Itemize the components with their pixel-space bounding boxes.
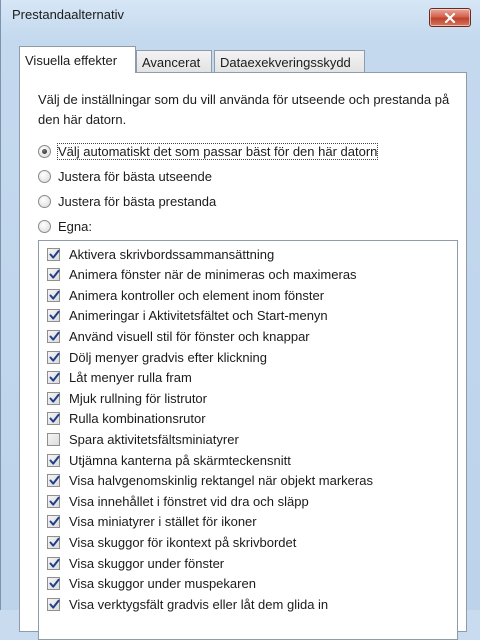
effect-label: Visa skuggor under muspekaren: [69, 576, 256, 592]
effect-label: Animeringar i Aktivitetsfältet och Start-menyn: [69, 308, 328, 324]
effect-checkbox[interactable]: [47, 495, 60, 508]
checkmark-icon: [49, 475, 60, 486]
title-bar: [1, 0, 480, 30]
checkmark-icon: [49, 496, 60, 507]
radio-label: Egna:: [58, 218, 92, 234]
checkmark-icon: [49, 516, 60, 527]
effect-label: Låt menyer rulla fram: [69, 370, 192, 386]
effect-label: Spara aktivitetsfältsminiatyrer: [69, 431, 239, 447]
effect-label: Animera kontroller och element inom fönster: [69, 287, 325, 303]
effect-item[interactable]: [47, 306, 328, 326]
checkmark-icon: [49, 455, 60, 466]
effect-label: Rulla kombinationsrutor: [69, 411, 206, 427]
checkmark-icon: [49, 249, 60, 260]
radio-button[interactable]: [38, 220, 51, 233]
tab-data-execution-prevention[interactable]: Dataexekveringsskydd: [214, 50, 365, 72]
effect-label: Använd visuell stil för fönster och knappar: [69, 328, 310, 344]
checkmark-icon: [49, 372, 60, 383]
effect-item[interactable]: [47, 450, 291, 470]
effect-item[interactable]: [47, 388, 207, 408]
effect-label: Visa skuggor för ikontext på skrivbordet: [69, 534, 297, 550]
radio-auto[interactable]: [38, 141, 377, 161]
effect-label: Visa halvgenomskinlig rektangel när objekt markeras: [69, 473, 373, 489]
radio-button[interactable]: [38, 195, 51, 208]
effect-checkbox[interactable]: [47, 289, 60, 302]
checkmark-icon: [49, 290, 60, 301]
checkmark-icon: [49, 537, 60, 548]
effect-label: Visa verktygsfält gradvis eller låt dem glida in: [69, 596, 329, 612]
checkmark-icon: [49, 269, 60, 280]
checkmark-icon: [49, 310, 60, 321]
visual-effects-panel: [19, 72, 467, 632]
effect-checkbox[interactable]: [47, 433, 60, 446]
effect-label: Mjuk rullning för listrutor: [69, 390, 207, 406]
effect-checkbox[interactable]: [47, 577, 60, 590]
effect-checkbox[interactable]: [47, 351, 60, 364]
effect-item[interactable]: [47, 244, 274, 264]
checkmark-icon: [49, 393, 60, 404]
effect-checkbox[interactable]: [47, 371, 60, 384]
effect-label: Aktivera skrivbordssammansättning: [69, 246, 275, 262]
effect-item[interactable]: [47, 285, 324, 305]
close-icon: [444, 13, 456, 23]
effect-item[interactable]: [47, 326, 310, 346]
checkmark-icon: [49, 331, 60, 342]
effect-item[interactable]: [47, 265, 357, 285]
effects-list[interactable]: [38, 240, 458, 640]
effect-checkbox[interactable]: [47, 515, 60, 528]
effect-item[interactable]: [47, 553, 224, 573]
effect-item[interactable]: [47, 532, 296, 552]
effect-label: Dölj menyer gradvis efter klickning: [69, 349, 267, 365]
effect-label: Visa miniatyrer i stället för ikoner: [69, 514, 257, 530]
checkmark-icon: [49, 558, 60, 569]
radio-button[interactable]: [38, 145, 51, 158]
close-button[interactable]: [429, 8, 471, 27]
effect-checkbox[interactable]: [47, 392, 60, 405]
effect-item[interactable]: [47, 574, 256, 594]
effect-item[interactable]: [47, 409, 206, 429]
effect-item[interactable]: [47, 512, 257, 532]
window-title: Prestandaalternativ: [12, 7, 125, 22]
radio-best-appearance[interactable]: [38, 166, 212, 186]
effect-item[interactable]: [47, 491, 309, 511]
effect-checkbox[interactable]: [47, 557, 60, 570]
radio-custom[interactable]: [38, 216, 92, 236]
radio-best-performance[interactable]: [38, 191, 216, 211]
checkmark-icon: [49, 599, 60, 610]
radio-label: Välj automatiskt det som passar bäst för den här datorn: [58, 143, 378, 159]
checkmark-icon: [49, 578, 60, 589]
effect-checkbox[interactable]: [47, 268, 60, 281]
effect-checkbox[interactable]: [47, 248, 60, 261]
tab-advanced[interactable]: Avancerat: [136, 50, 212, 72]
checkmark-icon: [49, 352, 60, 363]
effect-label: Utjämna kanterna på skärmteckensnitt: [69, 452, 291, 468]
tab-visual-effects[interactable]: Visuella effekter: [19, 46, 136, 73]
effect-checkbox[interactable]: [47, 536, 60, 549]
effect-item[interactable]: [47, 429, 239, 449]
radio-button[interactable]: [38, 170, 51, 183]
effect-checkbox[interactable]: [47, 309, 60, 322]
effect-checkbox[interactable]: [47, 412, 60, 425]
radio-label: Justera för bästa prestanda: [58, 193, 217, 209]
effect-label: Visa skuggor under fönster: [69, 555, 225, 571]
effect-item[interactable]: [47, 471, 373, 491]
effect-label: Visa innehållet i fönstret vid dra och släpp: [69, 493, 309, 509]
effect-checkbox[interactable]: [47, 598, 60, 611]
checkmark-icon: [49, 413, 60, 424]
effect-item[interactable]: [47, 368, 192, 388]
effect-item[interactable]: [47, 347, 267, 367]
effect-checkbox[interactable]: [47, 330, 60, 343]
intro-text: Välj de inställningar som du vill använda för utseende och prestanda på den här datorn.: [38, 92, 450, 127]
effect-item[interactable]: [47, 594, 328, 614]
radio-label: Justera för bästa utseende: [58, 168, 212, 184]
effect-checkbox[interactable]: [47, 474, 60, 487]
effect-checkbox[interactable]: [47, 454, 60, 467]
effect-label: Animera fönster när de minimeras och maximeras: [69, 267, 357, 283]
